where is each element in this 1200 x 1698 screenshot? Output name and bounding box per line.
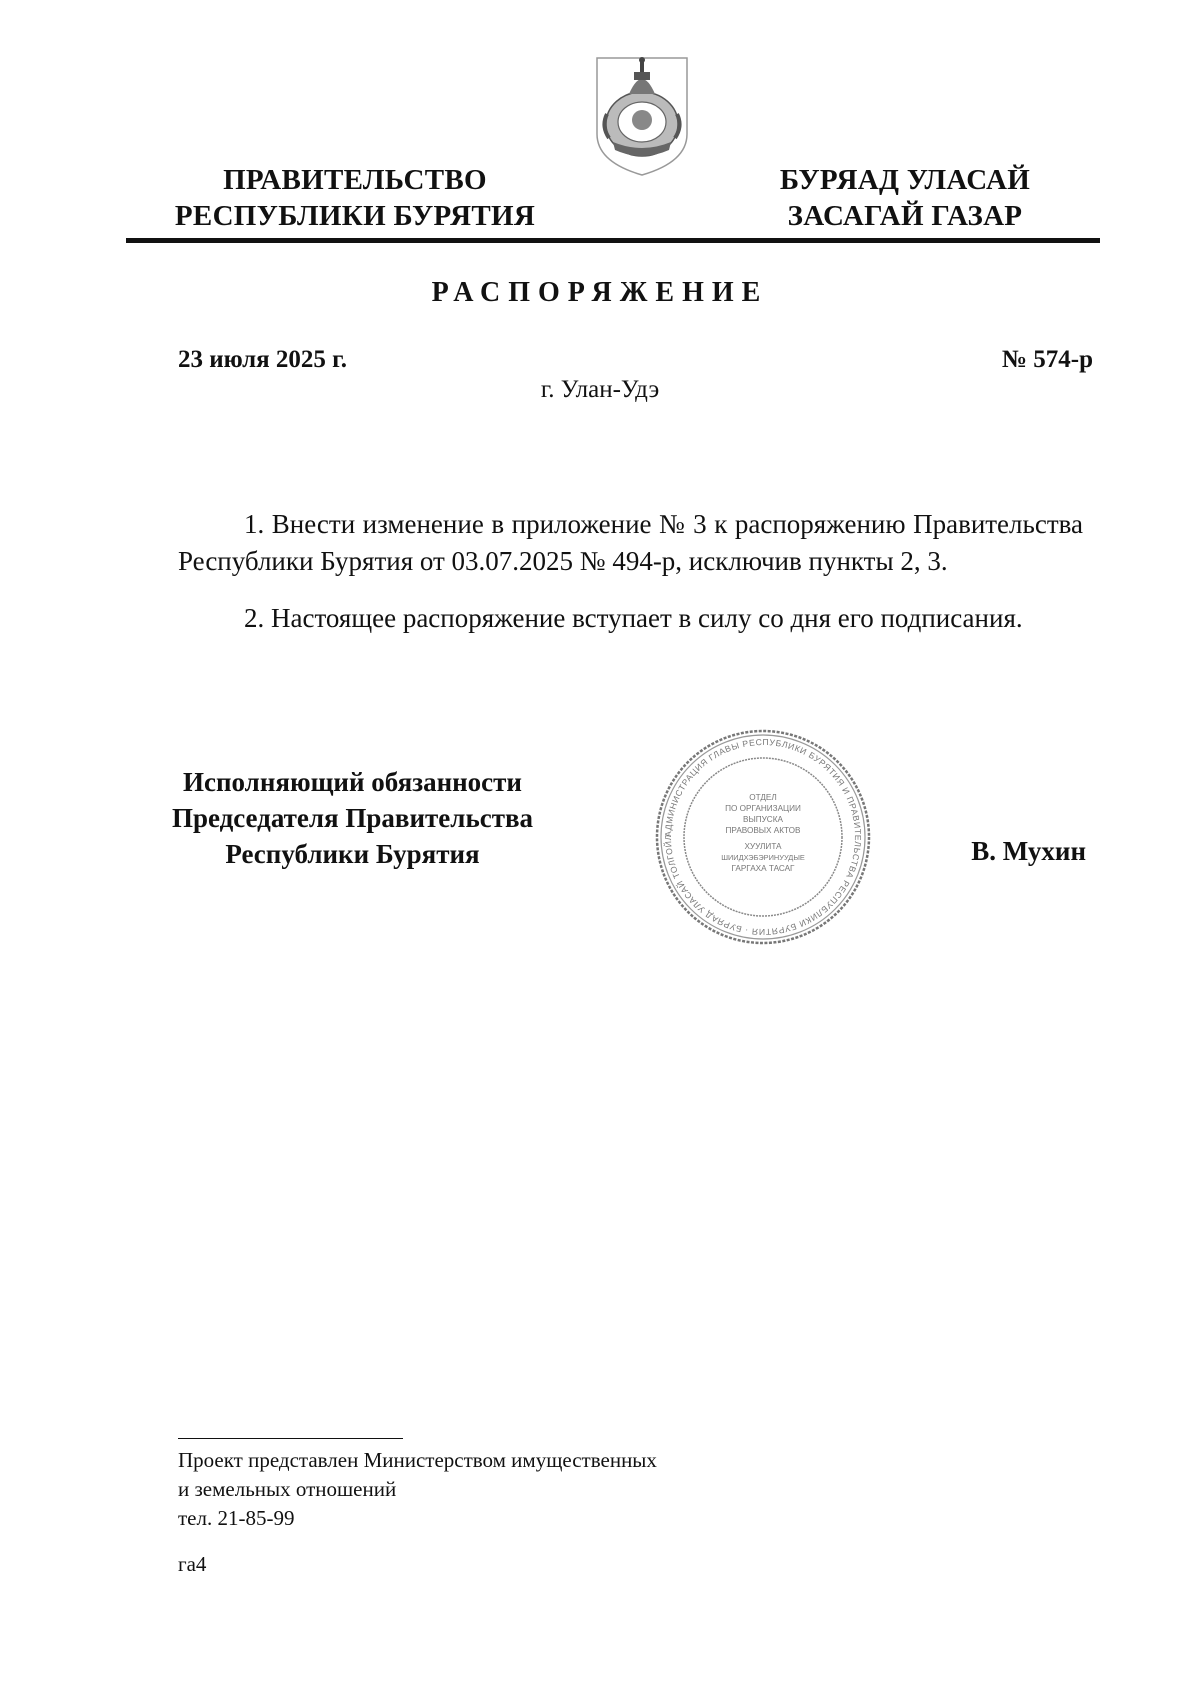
stamp-line-6: ШИИДХЭБЭРИНУУДЫЕ <box>721 853 805 862</box>
signatory-title-line2: Председателя Правительства <box>171 803 534 833</box>
header-left-line2: РЕСПУБЛИКИ БУРЯТИЯ <box>174 200 536 232</box>
header-right-line1: БУРЯАД УЛАСАЙ <box>779 164 1031 196</box>
paragraph-1: 1. Внести изменение в приложение № 3 к распоряжению Правительства Республики Бурятия от 03.07.2025 № 494-р, исключив пункты 2, 3. <box>178 509 1083 576</box>
footer-line1: Проект представлен Министерством имущественных <box>178 1448 657 1472</box>
header-org-russian <box>170 162 540 234</box>
header-org-buryat <box>760 162 1050 234</box>
paragraph-2: 2. Настоящее распоряжение вступает в силу со дня его подписания. <box>244 603 1023 633</box>
footer-code: га4 <box>178 1552 207 1576</box>
signatory-title-line3: Республики Бурятия <box>225 839 480 869</box>
stamp-line-4: ПРАВОВЫХ АКТОВ <box>725 826 801 835</box>
document-number: № 574-р <box>1001 346 1093 373</box>
header-divider <box>126 238 1100 243</box>
header-left-line1: ПРАВИТЕЛЬСТВО <box>223 164 487 196</box>
signatory-name: В. Мухин <box>971 836 1086 866</box>
signatory-title <box>155 764 550 872</box>
coat-of-arms-icon <box>593 54 691 178</box>
footer-line2: и земельных отношений <box>178 1477 397 1501</box>
stamp-line-7: ГАРГАХА ТАСАГ <box>731 864 795 873</box>
stamp-line-2: ПО ОРГАНИЗАЦИИ <box>725 804 801 813</box>
stamp-line-1: ОТДЕЛ <box>749 793 777 802</box>
footer-line3: тел. 21-85-99 <box>178 1506 295 1530</box>
document-type: РАСПОРЯЖЕНИЕ <box>431 277 769 308</box>
footer-divider <box>178 1438 403 1439</box>
header-right-line2: ЗАСАГАЙ ГАЗАР <box>787 200 1023 232</box>
document-city: г. Улан-Удэ <box>540 376 660 403</box>
document-date: 23 июля 2025 г. <box>178 346 347 373</box>
official-stamp <box>654 728 872 946</box>
footer-note <box>178 1446 657 1533</box>
stamp-line-5: ХУУЛИТА <box>744 842 782 851</box>
stamp-outer-text: АДМИНИСТРАЦИЯ ГЛАВЫ РЕСПУБЛИКИ БУРЯТИЯ И ПРАВИТЕЛЬСТВА РЕСПУБЛИКИ БУРЯТИЯ · БУРЯАД УЛАСАЙ ТОЛГОЙЛ <box>662 736 864 938</box>
stamp-line-3: ВЫПУСКА <box>743 815 783 824</box>
signatory-title-line1: Исполняющий обязанности <box>183 767 522 797</box>
